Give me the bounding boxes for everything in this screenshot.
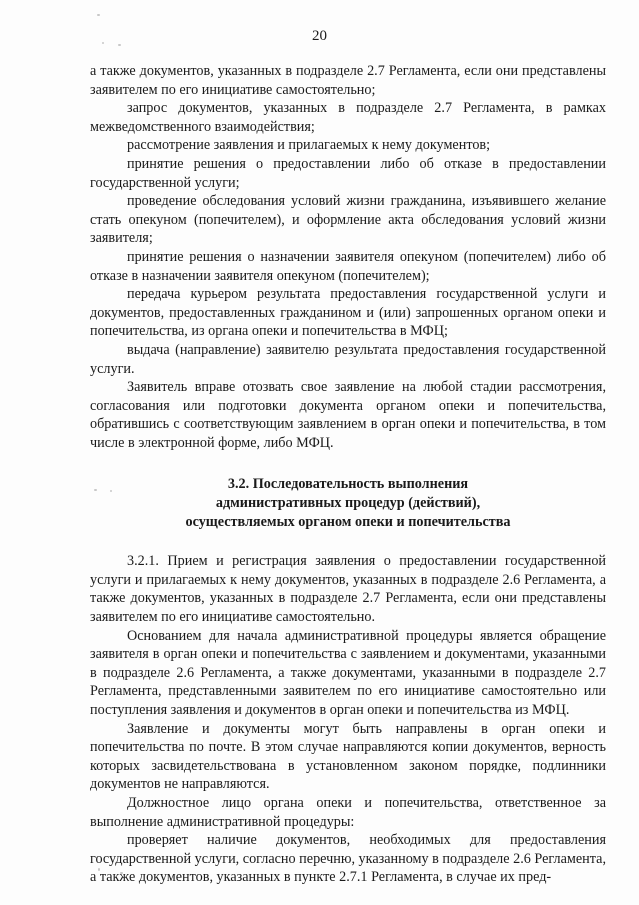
paragraph: Заявление и документы могут быть направлены в орган опеки и попечительства по почте. В этом случае направляются копии документов, верность которых засвидетельствована в установленном законом порядке, подлинники документов не направляются.: [90, 720, 606, 793]
section-heading-line: административных процедур (действий),: [215, 495, 481, 512]
section-heading: [90, 475, 606, 531]
paragraph: проведение обследования условий жизни гражданина, изъявившего желание стать опекуном (попечителем), и оформление акта обследования условий жизни заявителя;: [90, 193, 606, 247]
paragraph: выдача (направление) заявителю результата предоставления государственной услуги.: [90, 341, 606, 377]
paragraph: Основанием для начала административной процедуры является обращение заявителя в орган опеки и попечительства с заявлением и документами, указанными в подразделе 2.6 Регламента, а также документами, указанными в подразделе 2.7 Регламента, представленными заявителем по его инициативе самостоятельно или поступления заявления и документов в орган опеки и попечительства из МФЦ.: [90, 627, 606, 718]
section-heading-line: 3.2. Последовательность выполнения: [227, 476, 469, 493]
paragraph: проверяет наличие документов, необходимых для предоставления государственной услуги, согласно перечню, указанному в подразделе 2.6 Регламента, а также документов, указанных в пункте 2.7.1 Регламента, в случае их пред-: [90, 832, 606, 886]
paragraph: передача курьером результата предоставления государственной услуги и документов, предоставленных гражданином и (или) запрошенных органом опеки и попечительства, из органа опеки и попечительства в МФЦ;: [90, 286, 606, 340]
paragraph: принятие решения о предоставлении либо об отказе в предоставлении государственной услуги;: [90, 155, 606, 191]
paragraph: рассмотрение заявления и прилагаемых к нему документов;: [127, 137, 491, 154]
section-heading-line: осуществляемых органом опеки и попечительства: [185, 513, 511, 530]
document-body: [90, 62, 606, 887]
paragraph: запрос документов, указанных в подразделе 2.7 Регламента, в рамках межведомственного взаимодействия;: [90, 100, 606, 135]
paragraph: Должностное лицо органа опеки и попечительства, ответственное за выполнение административной процедуры:: [90, 794, 606, 830]
paragraph: Заявитель вправе отозвать свое заявление на любой стадии рассмотрения, согласования или подготовки документа органом опеки и попечительства, обратившись с соответствующим заявлением в орган опеки и попечительства, в том числе в электронной форме, либо МФЦ.: [90, 379, 606, 451]
paragraph: принятие решения о назначении заявителя опекуном (попечителем) либо об отказе в назначении заявителя опекуном (попечителем);: [90, 248, 606, 284]
page-number: 20: [312, 28, 327, 44]
scan-artifact: [118, 44, 121, 46]
paragraph: 3.2.1. Прием и регистрация заявления о предоставлении государственной услуги и прилагаемых к нему документов, указанных в подразделе 2.6 Регламента, а также документов, указанных в подразделе 2.7 Регламента, если они представлены заявителем по его инициативе самостоятельно.: [90, 553, 606, 626]
scan-artifact: [97, 14, 100, 16]
scan-artifact: [102, 42, 104, 44]
paragraph: а также документов, указанных в подразделе 2.7 Регламента, если они представлены заявителем по его инициативе самостоятельно;: [90, 63, 606, 98]
